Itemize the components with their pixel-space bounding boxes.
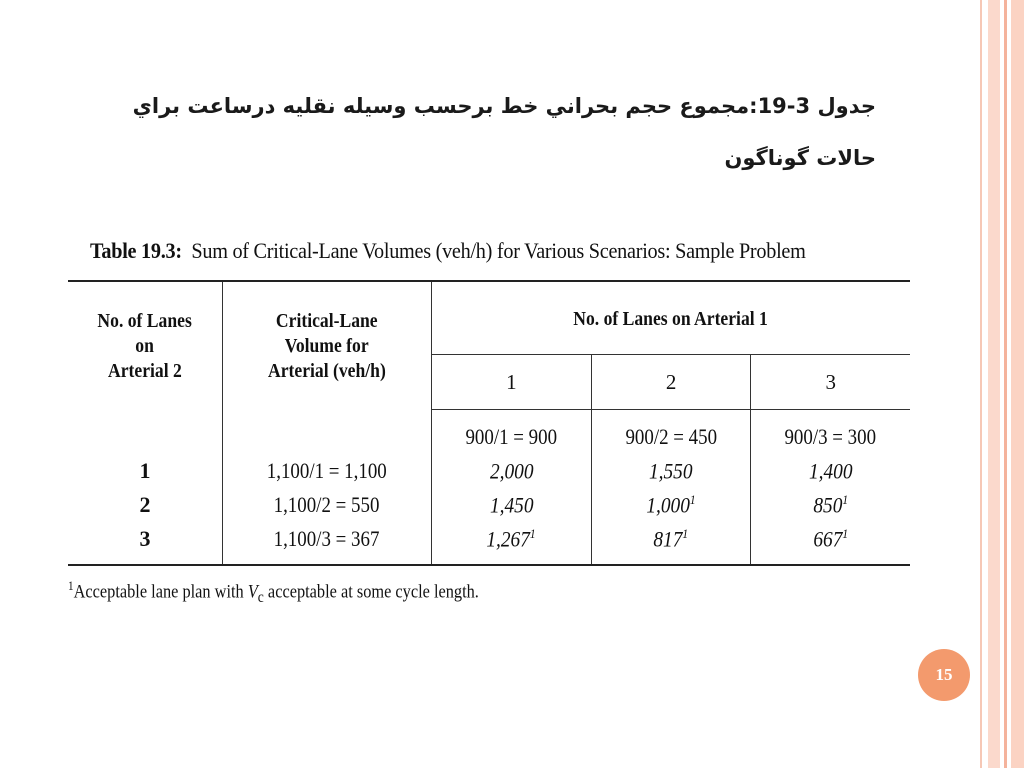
table-cell (68, 454, 223, 488)
table-row (68, 410, 910, 455)
table-cell (591, 488, 751, 522)
table-figure (68, 232, 910, 607)
caption-text: Sum of Critical-Lane Volumes (veh/h) for Various Scenarios: Sample Problem (191, 238, 806, 263)
footnote-ref: 1 (530, 525, 536, 541)
slide-title (76, 80, 876, 184)
header-critical-volume (223, 281, 432, 410)
footnote-ref: 1 (690, 491, 696, 507)
stripe (1004, 0, 1007, 768)
table-cell (68, 488, 223, 522)
header-line: No. of Lanes on Arterial 1 (573, 307, 769, 330)
table-cell (432, 488, 592, 522)
arterial1-volume: 900/2 = 450 (625, 424, 717, 449)
table-cell (432, 522, 592, 565)
critical-volume: 1,100/3 = 367 (274, 526, 380, 551)
sum-value: 1,000 (646, 492, 691, 518)
lane-count: 1 (139, 458, 151, 483)
sum-value: 1,550 (649, 458, 693, 484)
table-cell (751, 488, 910, 522)
table-cell (751, 522, 910, 565)
header-line: Volume for (285, 335, 369, 358)
header-line: No. of Lanes (97, 310, 193, 333)
critical-volume: 1,100/1 = 1,100 (267, 458, 387, 483)
header-line: Critical-Lane (276, 310, 378, 333)
stripe (1011, 0, 1024, 768)
header-line: Arterial (veh/h) (268, 360, 386, 383)
arterial1-volume: 900/1 = 900 (465, 424, 558, 449)
subheader-col-2: 2 (591, 355, 751, 410)
stripe (980, 0, 982, 768)
table-cell (432, 410, 592, 455)
footnote-marker: 1 (68, 578, 74, 593)
page-number-badge (918, 649, 970, 701)
subheader-col-1: 1 (432, 355, 592, 410)
table-caption (90, 232, 844, 270)
sum-value: 850 (813, 492, 843, 518)
sum-value: 1,450 (489, 492, 534, 518)
slide-title-line-2: حالات گوناگون (724, 146, 876, 170)
subheader-col-3: 3 (751, 355, 910, 410)
footnote-ref: 1 (682, 525, 689, 541)
table-row (68, 488, 910, 522)
sum-value: 817 (653, 526, 683, 552)
decorative-stripes (980, 0, 1024, 768)
footnote-ref: 1 (842, 491, 849, 507)
sum-value: 2,000 (489, 458, 534, 484)
header-lanes-arterial1 (432, 281, 911, 355)
table-cell (68, 522, 223, 565)
page-number: 15 (935, 665, 953, 684)
arterial1-volume: 900/3 = 300 (784, 424, 877, 449)
table-cell (751, 454, 910, 488)
table-row (68, 522, 910, 565)
stripe (988, 0, 1000, 768)
header-row (68, 281, 910, 355)
header-lanes-arterial2 (68, 281, 223, 410)
table-cell (751, 410, 910, 455)
table-cell (223, 454, 432, 488)
table-row (68, 454, 910, 488)
table-cell (68, 410, 223, 455)
lane-count: 3 (139, 526, 151, 551)
footnote-variable: V (247, 581, 258, 603)
footnote-variable-subscript: c (257, 589, 264, 607)
table-cell (223, 410, 432, 455)
caption-label: Table 19.3: (90, 238, 182, 263)
header-line: on (135, 335, 155, 358)
table-cell (432, 454, 592, 488)
critical-volume: 1,100/2 = 550 (274, 492, 380, 517)
sum-value: 1,267 (486, 526, 531, 552)
table-cell (591, 410, 751, 455)
sum-value: 1,400 (808, 458, 853, 484)
table-cell (591, 454, 751, 488)
slide-title-line-1: جدول 3-19:مجموع حجم بحراني خط برحسب وسيله نقليه درساعت براي (132, 94, 876, 118)
sum-value: 667 (813, 526, 843, 552)
footnote-text: Acceptable lane plan with (73, 581, 248, 603)
volumes-table (68, 280, 910, 566)
table-cell (223, 522, 432, 565)
table-footnote (68, 578, 792, 607)
table-cell (591, 522, 751, 565)
lane-count: 2 (139, 492, 151, 517)
table-cell (223, 488, 432, 522)
footnote-ref: 1 (842, 525, 849, 541)
footnote-text: acceptable at some cycle length. (263, 581, 479, 603)
header-line: Arterial 2 (108, 360, 182, 383)
